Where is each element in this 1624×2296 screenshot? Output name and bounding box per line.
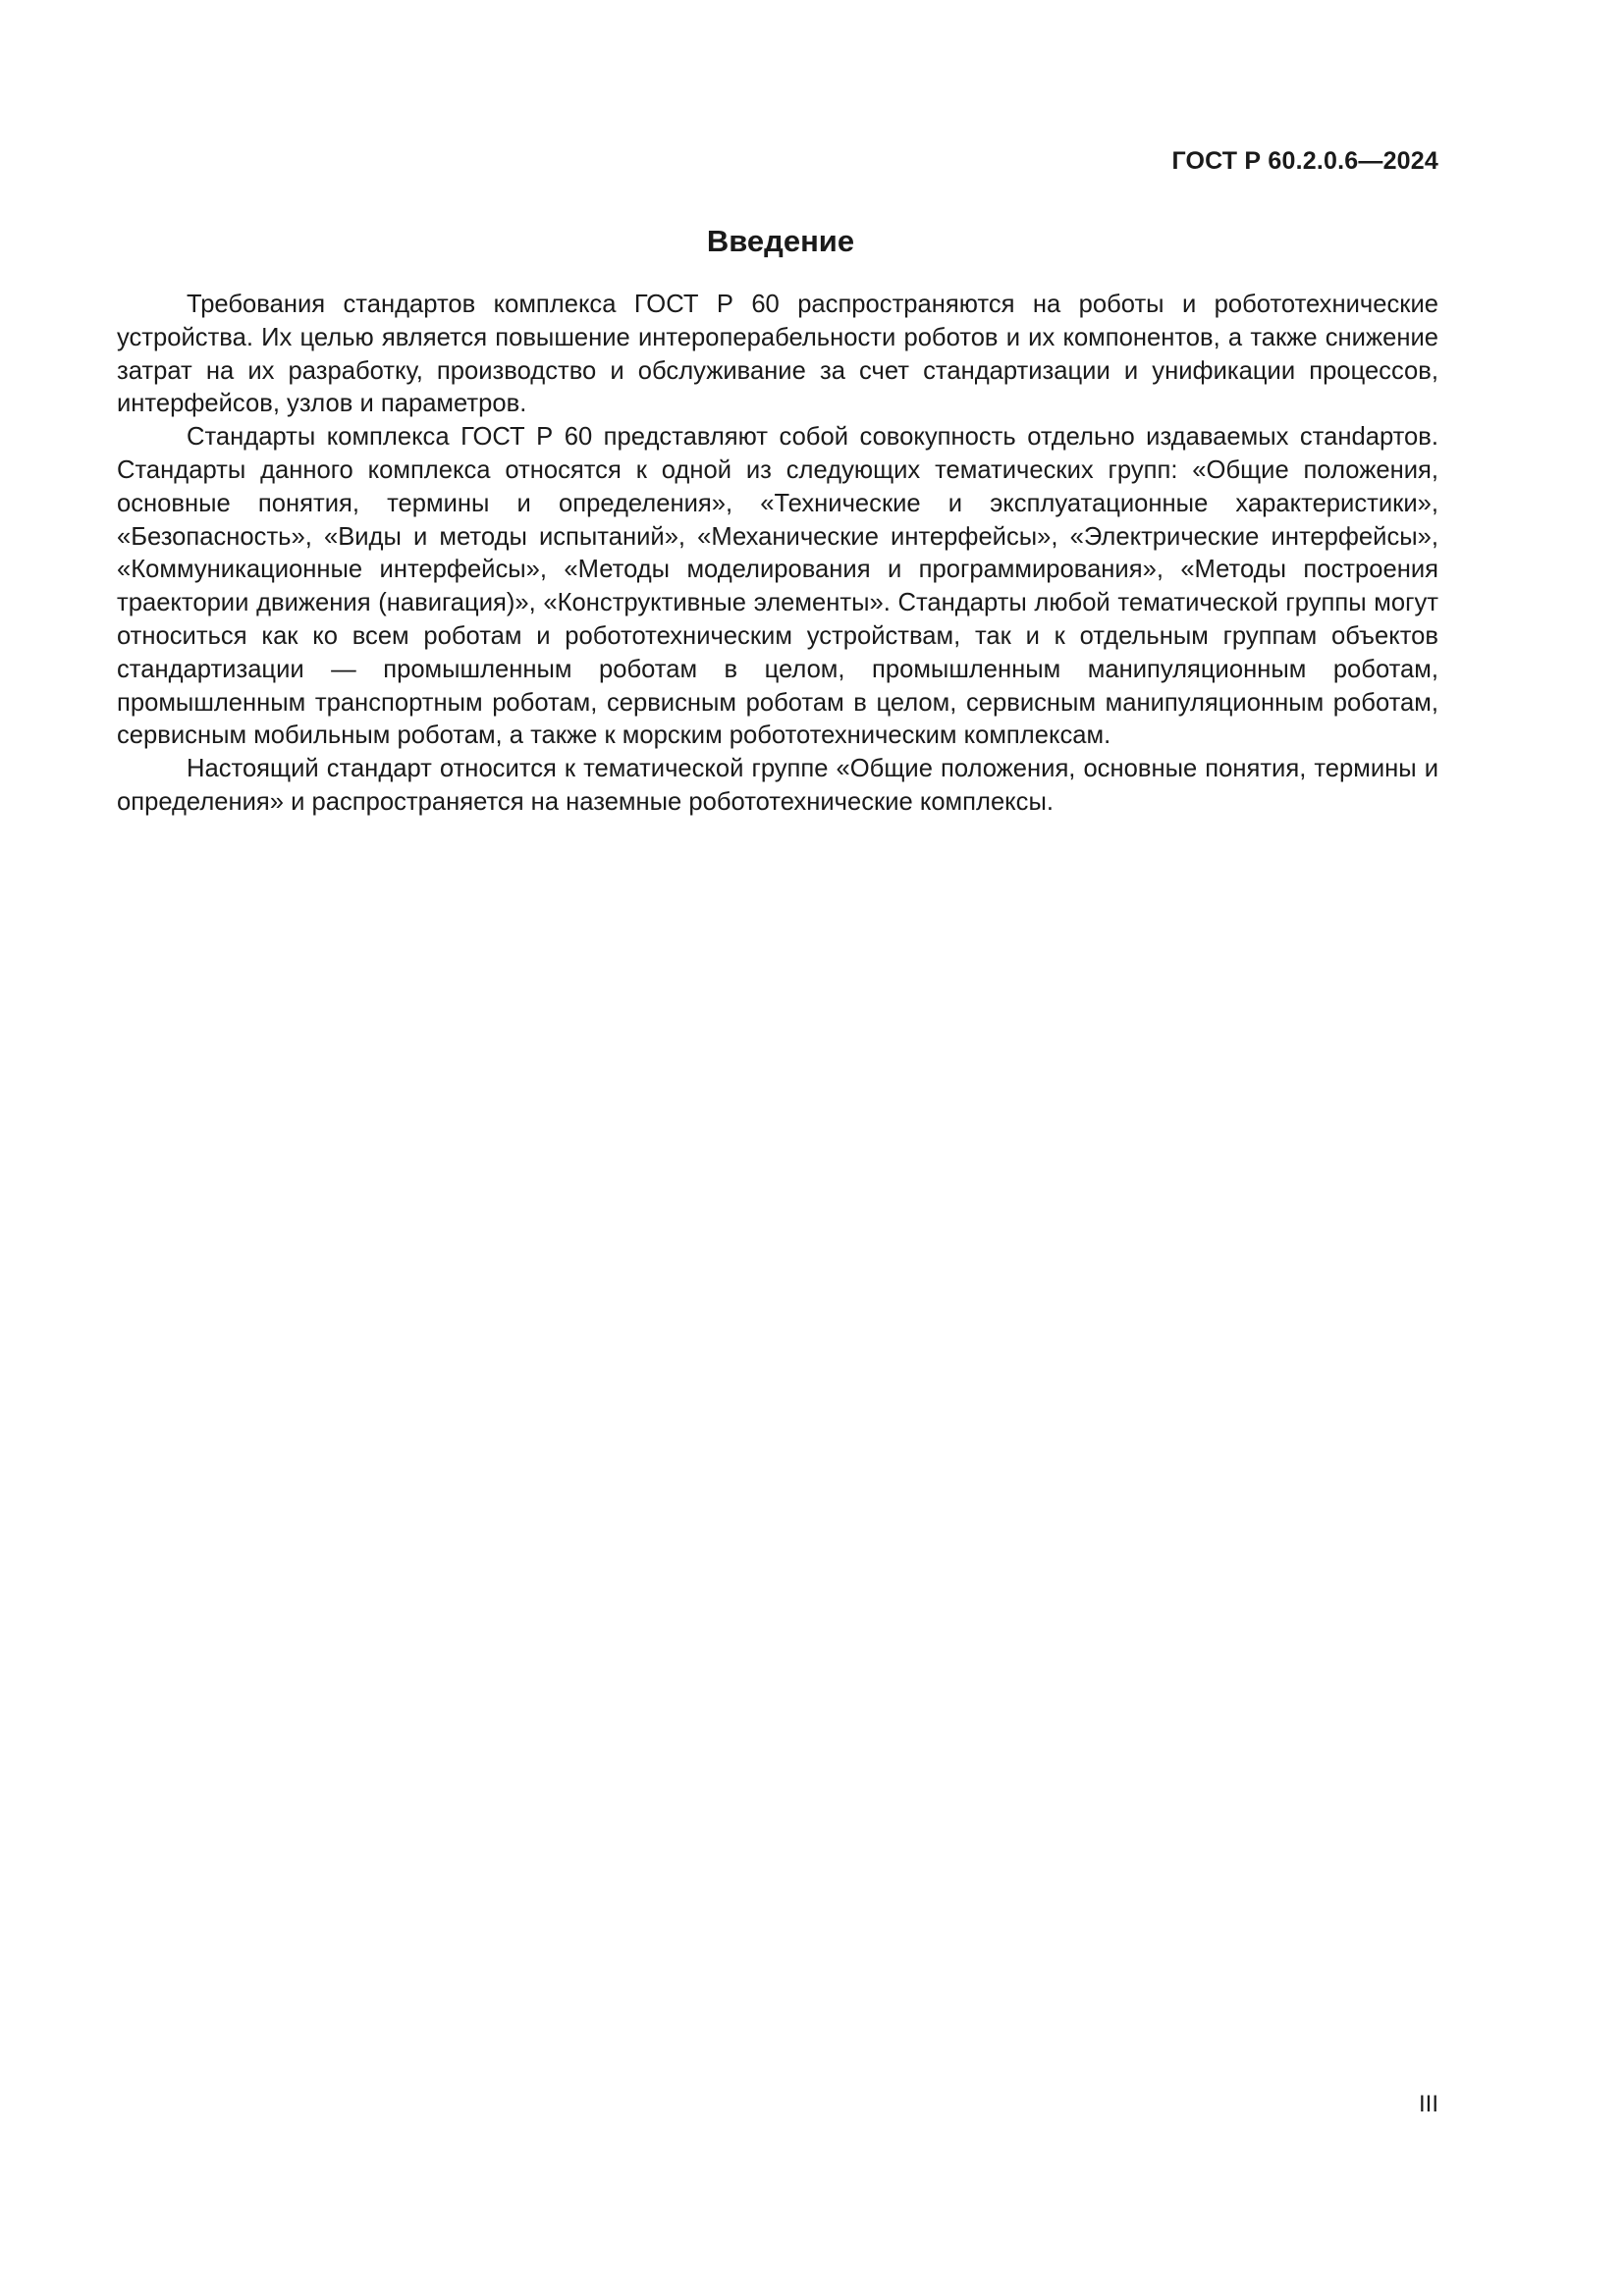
introduction-body bbox=[117, 289, 1438, 820]
paragraph-2: Стандарты комплекса ГОСТ Р 60 представляют собой совокупность отдельно издаваемых станdартов. Стандарты данного комплекса относятся к одной из следующих тематических групп: «Общие положения, основные понятия, термины и определения», «Технические и эксплуатационные характеристики», «Безопасность», «Виды и методы испытаний», «Механические интерфейсы», «Электрические интерфейсы», «Коммуникационные интерфейсы», «Методы моделирования и программирования», «Методы построения траектории движения (навигация)», «Конструктивные элементы». Стандарты любой тематической группы могут относиться как ко всем роботам и робототехническим устройствам, так и к отдельным группам объектов стандартизации — промышленным роботам в целом, промышленным манипуляционным роботам, промышленным транспортным роботам, сервисным роботам в целом, сервисным манипуляционным роботам, сервисным мобильным роботам, а также к морским робототехническим комплексам. bbox=[117, 423, 1438, 750]
document-code: ГОСТ Р 60.2.0.6—2024 bbox=[1171, 147, 1438, 175]
paragraph-3: Настоящий стандарт относится к тематической группе «Общие положения, основные понятия, термины и определения» и распространяется на наземные робототехнические комплексы. bbox=[117, 755, 1438, 816]
page-number: III bbox=[1418, 2091, 1438, 2117]
paragraph-1: Требования стандартов комплекса ГОСТ Р 60 распространяются на роботы и робототехнические устройства. Их целью является повышение интероперабельности роботов и их компонентов, а также снижение затрат на их разработку, производство и обслуживание за счет стандартизации и унификации процессов, интерфейсов, узлов и параметров. bbox=[117, 291, 1438, 418]
section-title: Введение bbox=[706, 224, 855, 258]
